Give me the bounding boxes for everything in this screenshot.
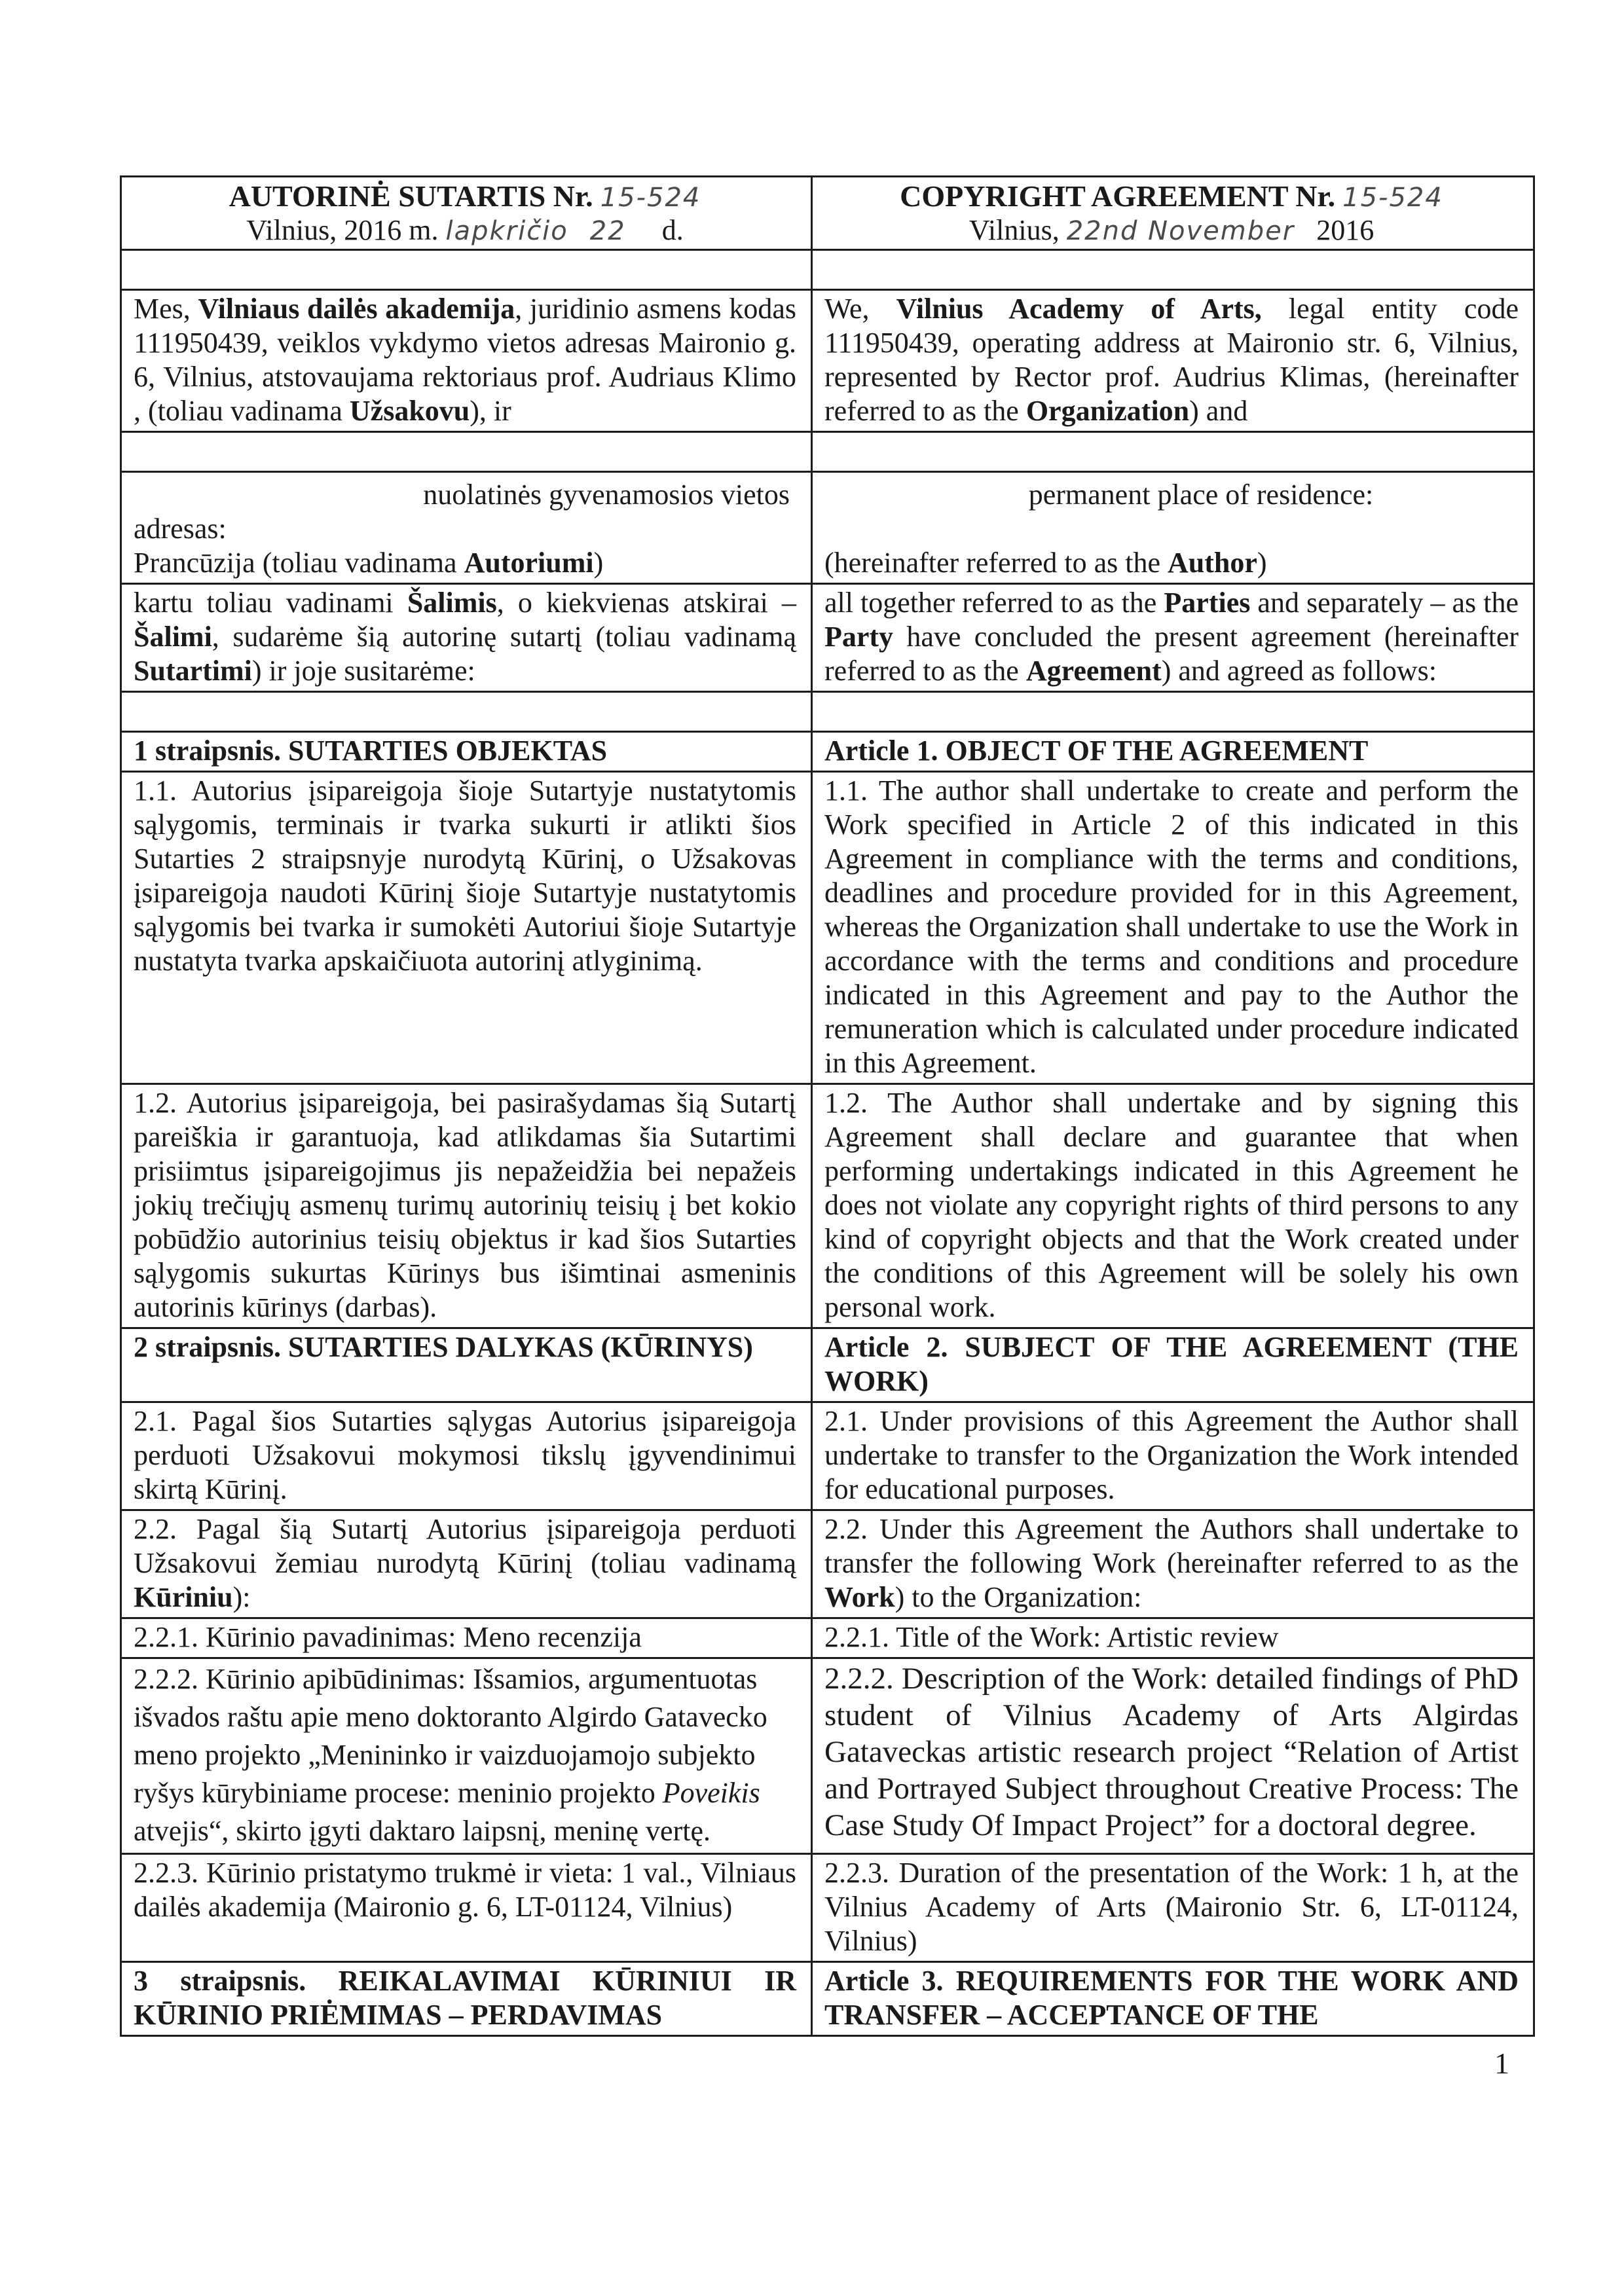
lt-clause-2-2-2 <box>121 1658 812 1854</box>
en-title-cell <box>812 177 1534 250</box>
author-row <box>121 472 1534 584</box>
article-3-heading-row <box>121 1962 1534 2036</box>
text: 2.2.2. Kūrinio apibūdinimas: Išsamios, argumentuotas išvados raštu apie meno doktoranto Algirdo Gatavecko meno projekto „Menininko ir vaizduojamojo subjekto ryšys kūrybiniame procese: meninio projekto <box>134 1663 767 1809</box>
en-clause-2-2-2: 2.2.2. Description of the Work: detailed findings of PhD student of Vilnius Academy of Arts Algirdas Gataveckas artistic research project “Relation of Artist and Portrayed Subject throughout Creative Process: The Case Study Of Impact Project” for a doctoral degree. <box>812 1658 1534 1854</box>
clause-2-2-1-row <box>121 1618 1534 1658</box>
en-date-handwritten: 22nd November <box>1066 216 1295 246</box>
lt-author-alias: Autoriumi <box>464 547 594 579</box>
empty-cell <box>121 250 812 290</box>
en-clause-2-2 <box>812 1510 1534 1618</box>
lt-organization-cell <box>121 290 812 432</box>
clause-1-2-row <box>121 1084 1534 1328</box>
spacer-row <box>121 432 1534 472</box>
term-bold: Work <box>824 1581 895 1613</box>
en-clause-2-2-3: 2.2.3. Duration of the presentation of the Work: 1 h, at the Vilnius Academy of Arts (Maironio Str. 6, LT-01124, Vilnius) <box>812 1854 1534 1962</box>
lt-clause-2-2-1: 2.2.1. Kūrinio pavadinimas: Meno recenzija <box>121 1618 812 1658</box>
text: atvejis“, skirto įgyti daktaro laipsnį, meninę vertę. <box>134 1815 710 1847</box>
text: legal entity code 111950439, operating address at Maironio str. 6, Vilnius, represented by Rector prof. Audrius Klimas, (hereinafter referred to as the <box>824 293 1519 427</box>
en-article-1-heading: Article 1. OBJECT OF THE AGREEMENT <box>812 732 1534 772</box>
lt-org-alias: Užsakovu <box>349 395 470 427</box>
en-clause-2-1: 2.1. Under provisions of this Agreement the Author shall undertake to transfer to the Organization the Work intended for educational purposes. <box>812 1402 1534 1510</box>
en-title: COPYRIGHT AGREEMENT Nr. <box>900 179 1336 213</box>
text: have concluded the present agreement (hereinafter referred to as the <box>824 621 1519 687</box>
text: Mes, <box>134 293 198 325</box>
en-clause-2-2-1: 2.2.1. Title of the Work: Artistic review <box>812 1618 1534 1658</box>
text: 2.2. Pagal šią Sutartį Autorius įsipareigoja perduoti Užsakovui žemiau nurodytą Kūrinį (toliau vadinamą <box>134 1513 796 1579</box>
text: ) <box>1257 547 1267 579</box>
term-bold: Parties <box>1164 587 1251 619</box>
blank-space <box>824 512 1519 546</box>
text: (hereinafter referred to as the <box>824 547 1168 579</box>
en-org-name: Vilnius Academy of Arts, <box>896 293 1262 325</box>
clause-2-2-3-row <box>121 1854 1534 1962</box>
lt-clause-2-2 <box>121 1510 812 1618</box>
parties-row <box>121 584 1534 692</box>
en-author-cell <box>812 472 1534 584</box>
text: 2.2. Under this Agreement the Authors shall undertake to transfer the following Work (hereinafter referred to as the <box>824 1513 1519 1579</box>
lt-clause-2-1: 2.1. Pagal šios Sutarties sąlygas Autorius įsipareigoja perduoti Užsakovui mokymosi tikslų įgyvendinimui skirtą Kūrinį. <box>121 1402 812 1510</box>
en-clause-1-1: 1.1. The author shall undertake to create and perform the Work specified in Article 2 of this indicated in this Agreement in compliance with the terms and conditions, deadlines and procedure provided for in this Agreement, whereas the Organization shall undertake to use the Work in accordance with the terms and conditions and procedure indicated in this Agreement and pay to the Author the remuneration which is calculated under procedure indicated in this Agreement. <box>812 772 1534 1084</box>
clause-2-2-2-row <box>121 1658 1534 1854</box>
text: ): <box>232 1581 251 1613</box>
clause-1-1-row <box>121 772 1534 1084</box>
text: , sudarėme šią autorinę sutartį (toliau vadinamą <box>212 621 796 653</box>
article-2-heading-row <box>121 1328 1534 1402</box>
lt-address-label: adresas: <box>134 513 227 545</box>
text: , juridinio asmens kodas 111950439, veiklos vykdymo vietos adresas Maironio g. 6, Vilnius, atstovaujama rektoriaus prof. Audriaus Klimo , (toliau vadinama <box>134 293 796 427</box>
organization-row <box>121 290 1534 432</box>
clause-2-1-row <box>121 1402 1534 1510</box>
term-bold: Šalimi <box>134 621 212 653</box>
en-org-alias: Organization <box>1025 395 1190 427</box>
project-title-italic: Poveikis <box>662 1777 760 1809</box>
text: ) ir joje susitarėme: <box>251 655 475 687</box>
text: ) and agreed as follows: <box>1161 655 1437 687</box>
term-bold: Kūriniu <box>134 1581 233 1613</box>
en-year: 2016 <box>1316 214 1375 246</box>
term-bold: Party <box>824 621 894 653</box>
lt-day-handwritten: 22 <box>589 216 626 246</box>
en-organization-cell <box>812 290 1534 432</box>
spacer-row <box>121 250 1534 290</box>
text: We, <box>824 293 896 325</box>
en-contract-number-handwritten: 15-524 <box>1342 183 1443 213</box>
lt-org-name: Vilniaus dailės akademija <box>198 293 515 325</box>
lt-day-suffix: d. <box>661 214 684 246</box>
lt-article-1-heading: 1 straipsnis. SUTARTIES OBJEKTAS <box>121 732 812 772</box>
lt-clause-1-2: 1.2. Autorius įsipareigoja, bei pasirašydamas šią Sutartį pareiškia ir garantuoja, kad atlikdamas šia Sutartimi prisiimtus įsipareigojimus jis nepažeidžia bei nepažeis jokių trečiųjų asmenų turimų autorinių teisių į bet kokio pobūdžio autorinius teisių objektus ir kad šios Sutarties sąlygomis sukurtas Kūrinys bus išimtinai asmeninis autorinis kūrinys (darbas). <box>121 1084 812 1328</box>
text: kartu toliau vadinami <box>134 587 407 619</box>
lt-article-3-heading: 3 straipsnis. REIKALAVIMAI KŪRINIUI IR KŪRINIO PRIĖMIMAS – PERDAVIMAS <box>121 1962 812 2036</box>
lt-title-cell <box>121 177 812 250</box>
text: ) <box>593 547 604 579</box>
empty-cell <box>812 250 1534 290</box>
lt-clause-1-1: 1.1. Autorius įsipareigoja šioje Sutartyje nustatytomis sąlygomis, terminais ir tvarka sukurti ir atlikti šios Sutarties 2 straipsnyje nurodytą Kūrinį, o Užsakovas įsipareigoja naudoti Kūrinį šioje Sutartyje nustatytomis sąlygomis bei tvarka ir sumokėti Autoriui šioje Sutartyje nustatyta tvarka apskaičiuota autorinį atlyginimą. <box>121 772 812 1084</box>
en-place: Vilnius, <box>969 214 1060 246</box>
empty-cell <box>812 692 1534 732</box>
en-article-2-heading: Article 2. SUBJECT OF THE AGREEMENT (THE WORK) <box>812 1328 1534 1402</box>
lt-article-2-heading: 2 straipsnis. SUTARTIES DALYKAS (KŪRINYS) <box>121 1328 812 1402</box>
empty-cell <box>121 432 812 472</box>
text: ), ir <box>470 395 511 427</box>
en-author-alias: Author <box>1168 547 1257 579</box>
lt-contract-number-handwritten: 15-524 <box>600 183 701 213</box>
spacer-row <box>121 692 1534 732</box>
text: and separately – as the <box>1250 587 1519 619</box>
lt-author-cell <box>121 472 812 584</box>
en-clause-1-2: 1.2. The Author shall undertake and by signing this Agreement shall declare and guarantee that when performing undertakings indicated in this Agreement he does not violate any copyright rights of third persons to any kind of copyright objects and that the Work created under the conditions of this Agreement will be solely his own personal work. <box>812 1084 1534 1328</box>
text: , o kiekvienas atskirai – <box>496 587 797 619</box>
lt-place-date: Vilnius, 2016 m. <box>246 214 439 246</box>
text: ) to the Organization: <box>895 1581 1142 1613</box>
article-1-heading-row <box>121 732 1534 772</box>
clause-2-2-row <box>121 1510 1534 1618</box>
lt-month-handwritten: lapkričio <box>445 216 568 246</box>
en-residence-label: permanent place of residence: <box>1028 479 1374 511</box>
empty-cell <box>121 692 812 732</box>
text: ) and <box>1189 395 1248 427</box>
lt-title: AUTORINĖ SUTARTIS Nr. <box>229 179 593 213</box>
bilingual-contract-table <box>120 175 1535 2037</box>
lt-residence-label: nuolatinės gyvenamosios vietos <box>423 479 790 511</box>
page-number: 1 <box>1494 2047 1509 2080</box>
en-article-3-heading: Article 3. REQUIREMENTS FOR THE WORK AND TRANSFER – ACCEPTANCE OF THE <box>812 1962 1534 2036</box>
title-row <box>121 177 1534 250</box>
term-bold: Šalimis <box>407 587 497 619</box>
text: all together referred to as the <box>824 587 1164 619</box>
lt-clause-2-2-3: 2.2.3. Kūrinio pristatymo trukmė ir vieta: 1 val., Vilniaus dailės akademija (Maironio g. 6, LT-01124, Vilnius) <box>121 1854 812 1962</box>
empty-cell <box>812 432 1534 472</box>
text: Prancūzija (toliau vadinama <box>134 547 464 579</box>
term-bold: Sutartimi <box>134 655 252 687</box>
lt-parties-cell <box>121 584 812 692</box>
term-bold: Agreement <box>1025 655 1162 687</box>
en-parties-cell <box>812 584 1534 692</box>
